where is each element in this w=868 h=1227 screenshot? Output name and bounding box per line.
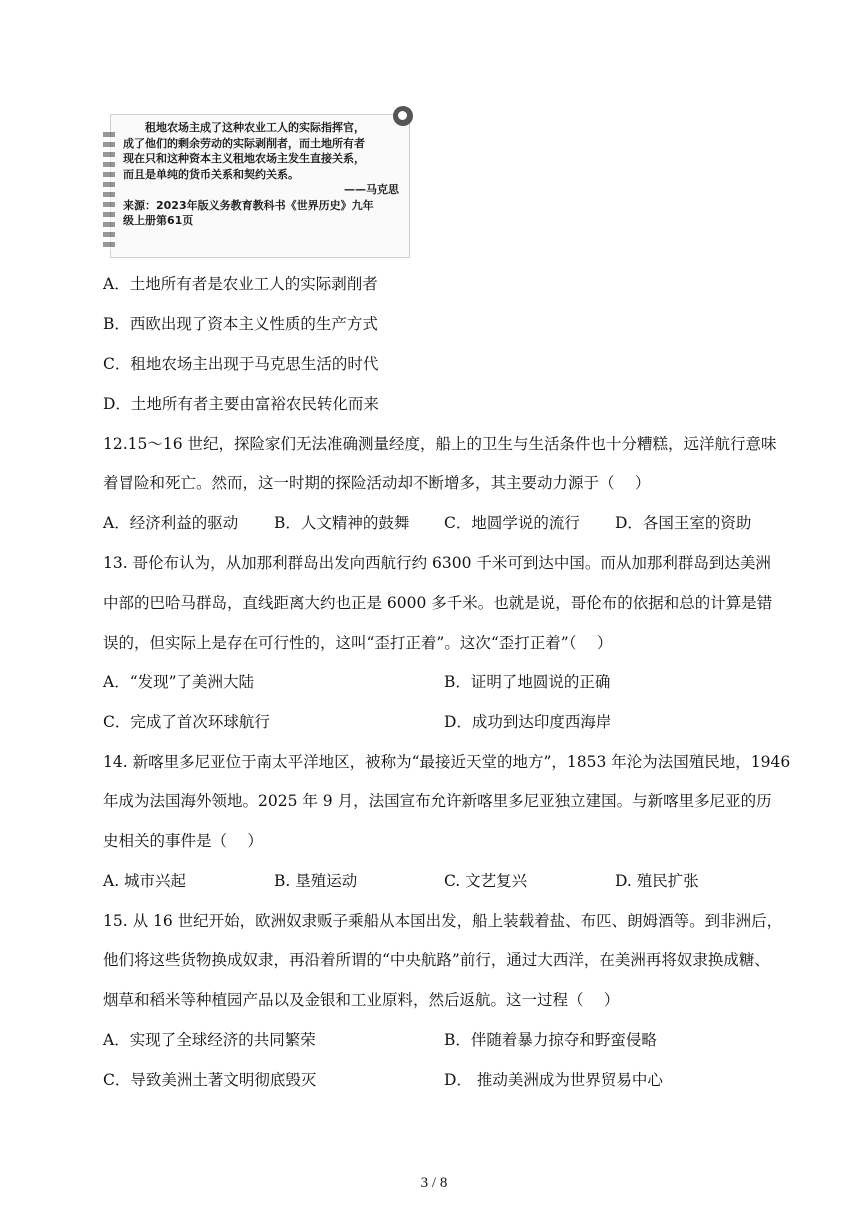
q14-stem: 史相关的事件是（ ） — [103, 832, 263, 850]
q13-stem: 13. 哥伦布认为，从加那利群岛出发向西航行约 6300 千米可到达中国。而从加那利群岛到达美洲 — [103, 554, 771, 572]
excerpt-source: 级上册第61页 — [123, 214, 194, 227]
q13-option-d: D．成功到达印度西海岸 — [444, 713, 612, 731]
q15-option-d: D． 推动美洲成为世界贸易中心 — [444, 1071, 663, 1089]
q14-option-d: D. 殖民扩张 — [615, 872, 699, 890]
q11-option-d: D．土地所有者主要由富裕农民转化而来 — [103, 395, 379, 413]
source-excerpt-image — [103, 108, 411, 258]
q15-option-c: C．导致美洲土著文明彻底毁灭 — [103, 1071, 317, 1089]
excerpt-text — [123, 120, 403, 229]
excerpt-author: ——马克思 — [344, 183, 399, 196]
q13-option-b: B．证明了地圆说的正确 — [444, 673, 611, 691]
q13-option-c: C．完成了首次环球航行 — [103, 713, 270, 731]
q15-stem: 他们将这些货物换成奴隶，再沿着所谓的“中央航路”前行，通过大西洋，在美洲再将奴隶换成糖、 — [103, 951, 770, 969]
q13-stem: 误的，但实际上是存在可行性的，这叫“歪打正着”。这次“歪打正着”（ ） — [103, 634, 613, 652]
q12-option-b: B．人文精神的鼓舞 — [274, 514, 410, 532]
q12-stem: 12.15～16 世纪，探险家们无法准确测量经度，船上的卫生与生活条件也十分糟糕，远洋航行意味 — [103, 435, 777, 453]
binder-holes — [103, 132, 115, 250]
q14-option-b: B. 垦殖运动 — [274, 872, 358, 890]
q12-option-c: C．地圆学说的流行 — [444, 514, 580, 532]
q12-option-a: A．经济利益的驱动 — [103, 514, 239, 532]
page-number: 3 / 8 — [420, 1175, 448, 1191]
q12-stem: 着冒险和死亡。然而，这一时期的探险活动却不断增多，其主要动力源于（ ） — [103, 474, 651, 492]
q11-option-c: C．租地农场主出现于马克思生活的时代 — [103, 355, 379, 373]
excerpt-line: 现在只和这种资本主义租地农场主发生直接关系， — [123, 152, 365, 165]
q14-stem: 年成为法国海外领地。2025 年 9 月，法国宣布允许新喀里多尼亚独立建国。与新喀里多尼亚的历 — [103, 792, 772, 810]
excerpt-line: 而且是单纯的货币关系和契约关系。 — [123, 167, 299, 181]
q14-stem: 14. 新喀里多尼亚位于南太平洋地区，被称为“最接近天堂的地方”，1853 年沦为法国殖民地，1946 — [103, 753, 791, 771]
excerpt-source: 来源：2023年版义务教育教科书《世界历史》九年 — [123, 198, 374, 212]
q15-stem: 烟草和稻米等种植园产品以及金银和工业原料，然后返航。这一过程（ ） — [103, 991, 620, 1009]
q14-option-a: A. 城市兴起 — [103, 872, 187, 890]
q14-option-c: C. 文艺复兴 — [444, 872, 528, 890]
q13-option-a: A．“发现”了美洲大陆 — [103, 673, 255, 691]
q11-option-b: B．西欧出现了资本主义性质的生产方式 — [103, 315, 378, 333]
q15-option-a: A．实现了全球经济的共同繁荣 — [103, 1031, 316, 1049]
excerpt-line: 成了他们的剩余劳动的实际剥削者，而土地所有者 — [123, 136, 365, 150]
q15-option-b: B．伴随着暴力掠夺和野蛮侵略 — [444, 1031, 657, 1049]
q12-option-d: D．各国王室的资助 — [615, 514, 752, 532]
q15-stem: 15. 从 16 世纪开始，欧洲奴隶贩子乘船从本国出发，船上装载着盐、布匹、朗姆酒等。到非洲后， — [103, 912, 783, 930]
excerpt-line: 租地农场主成了这种农业工人的实际指挥官， — [145, 121, 365, 134]
q11-option-a: A．土地所有者是农业工人的实际剥削者 — [103, 275, 378, 293]
q13-stem: 中部的巴哈马群岛，直线距离大约也正是 6000 多千米。也就是说，哥伦布的依据和总的计算是错 — [103, 594, 773, 612]
